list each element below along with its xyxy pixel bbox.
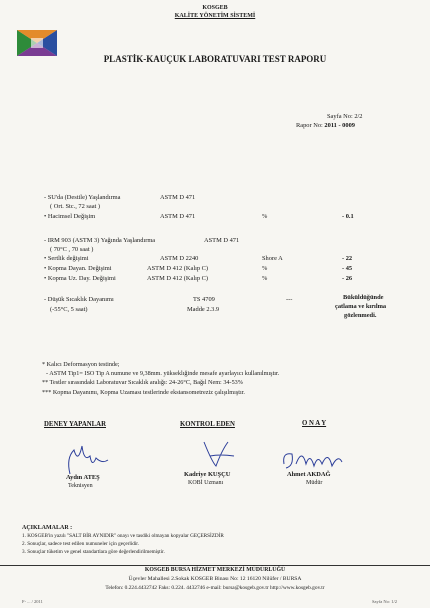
- test-hard-unit: Shore A: [262, 255, 283, 262]
- explanation-1: 1. KOSGEB'in yazılı "SALT BİR AYNIDIR" onayı ve tasdiki olmayan kopyalar GEÇERSİZDİR: [22, 533, 224, 539]
- note-3: ** Testler sırasındaki Laboratuvar Sıcaklık aralığı: 24-26°C, Bağıl Nem: 34-53%: [42, 379, 243, 386]
- test-el-value: - 26: [342, 275, 353, 282]
- test-su-name: - SU'da (Destile) Yaşlandırma: [44, 194, 121, 201]
- center-contact: Telefon: 0.224.4432742 Faks: 0.224. 4432746 e-mail: bursa@kosgeb.gov.tr http://www.kosgeb.gov.tr: [105, 585, 325, 591]
- test-low-clause: Madde 2.3.9: [187, 306, 220, 313]
- test-irm-name: - IRM 903 (ASTM 3) Yağında Yaşlandırma: [44, 237, 156, 244]
- test-low-std: TS 4709: [193, 296, 215, 303]
- note-4: *** Kopma Dayanımı, Kopma Uzaması testlerinde ekstansometreziz çalışılmıştır.: [42, 389, 245, 396]
- report-number: 2011 - 0009: [324, 122, 355, 129]
- explanation-3: 3. Sonuçlar tüketim ve genel standartlara göre değerlendirilmemiştir.: [22, 549, 165, 555]
- quality-system: KALİTE YÖNETİM SİSTEMİ: [174, 13, 256, 19]
- test-hard-value: - 22: [342, 255, 353, 262]
- test-ts-value: - 45: [342, 265, 353, 272]
- test-irm-cond: ( 70°C , 70 saat ): [50, 246, 94, 253]
- center-address: Üçevler Mahallesi 2.Sokak KOSGEB Binası No: 12 16120 Nilüfer / BURSA: [128, 576, 302, 582]
- test-low-result-3: gözlenmedi.: [344, 312, 377, 319]
- test-vol-value: - 0.1: [342, 213, 354, 220]
- footer-page-number: Sayfa No: 1/2: [372, 599, 397, 604]
- test-low-cond: (-55°C, 5 saat): [50, 306, 88, 313]
- test-vol-name: • Hacimsel Değişim: [44, 213, 96, 220]
- signature-3: [280, 444, 350, 474]
- footer-rule: [0, 565, 430, 566]
- test-irm-std: ASTM D 471: [204, 237, 240, 244]
- signer-2-role: KOBİ Uzmanı: [188, 480, 224, 486]
- test-su-cond: ( Ort. Stc., 72 saat ): [50, 203, 101, 210]
- page-number: Sayfa No: 2/2: [327, 113, 363, 120]
- signature-1: [62, 438, 112, 478]
- signer-2-name: Kadriye KUŞÇU: [184, 471, 231, 478]
- signer-3-name: Ahmet AKDAĞ: [287, 471, 331, 478]
- test-el-unit: %: [262, 275, 268, 282]
- test-su-std: ASTM D 471: [160, 194, 196, 201]
- report-title: PLASTİK-KAUÇUK LABORATUVARI TEST RAPORU: [103, 54, 327, 64]
- signer-3-role: Müdür: [306, 480, 323, 486]
- test-el-name: • Kopma Uz. Day. Değişimi: [44, 275, 116, 282]
- test-low-result-1: Büküldüğünde: [343, 294, 384, 301]
- test-low-unit: ---: [286, 296, 293, 303]
- report-number-label: Rapor No:: [296, 122, 323, 129]
- test-low-name: - Düşük Sıcaklık Dayanımı: [44, 296, 114, 303]
- signer-1-name: Aydın ATEŞ: [66, 474, 100, 481]
- test-hard-std: ASTM D 2240: [160, 255, 199, 262]
- explanations-title: AÇIKLAMALAR :: [22, 525, 73, 531]
- approval-label: O N A Y: [302, 420, 327, 427]
- explanation-2: 2. Sonuçlar, sadece test edilen numuneler için geçerlidir.: [22, 541, 140, 547]
- note-2: - ASTM Tip1= ISO Tip A numune ve 9,38mm. yükseklığinde mesafe ayarlayıcı kullanılmıştır.: [46, 370, 280, 377]
- form-code: F- ... / 2011: [22, 599, 43, 604]
- report-number-line: [296, 122, 355, 129]
- test-low-result-2: çatlama ve kırılma: [335, 303, 387, 310]
- note-1: * Kalıcı Deformasyon testinde;: [42, 361, 120, 368]
- test-hard-name: • Sertlik değişimi: [44, 255, 89, 262]
- kosgeb-logo: [17, 30, 57, 56]
- controlled-by-label: KONTROL EDEN: [180, 421, 235, 428]
- test-vol-std: ASTM D 471: [160, 213, 196, 220]
- test-ts-unit: %: [262, 265, 268, 272]
- prepared-by-label: DENEY YAPANLAR: [44, 421, 106, 428]
- test-el-std: ASTM D 412 (Kalıp C): [147, 275, 209, 282]
- center-name: KOSGEB BURSA HİZMET MERKEZİ MÜDÜRLÜĞÜ: [144, 567, 286, 573]
- test-vol-unit: %: [262, 213, 268, 220]
- signer-1-role: Teknisyen: [68, 483, 93, 489]
- org-name: KOSGEB: [202, 5, 228, 11]
- test-ts-std: ASTM D 412 (Kalıp C): [147, 265, 209, 272]
- signature-2: [198, 436, 238, 470]
- test-ts-name: • Kopma Dayan. Değişimi: [44, 265, 112, 272]
